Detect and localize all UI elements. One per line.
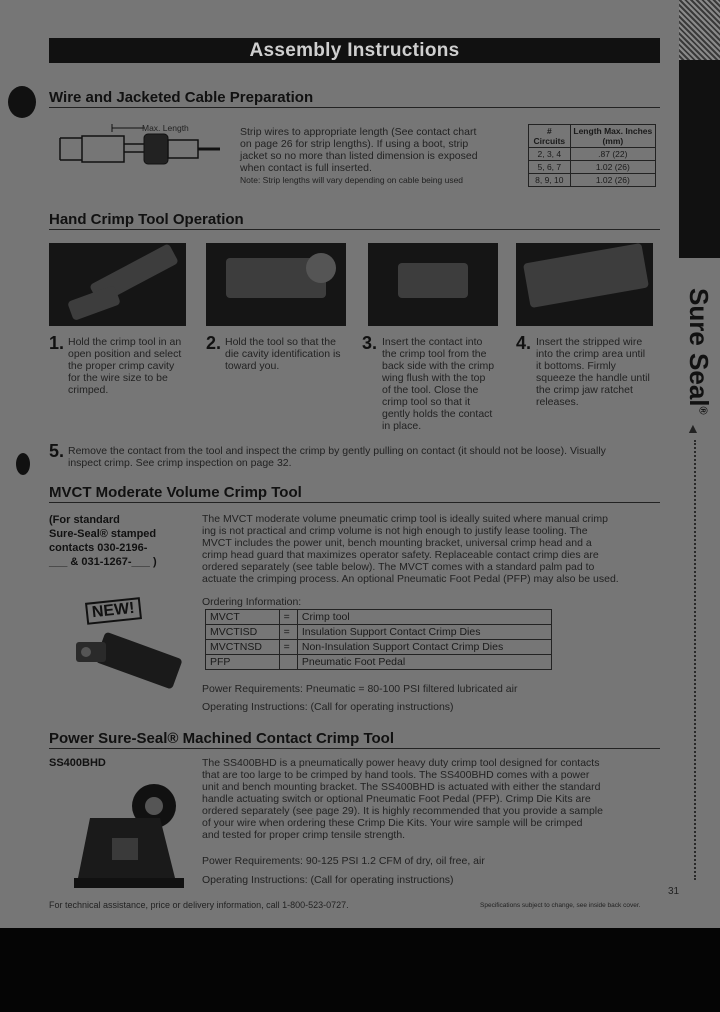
table-header: # Circuits <box>529 125 571 148</box>
ss400bhd-tool-illustration <box>70 778 190 896</box>
binder-hole <box>8 86 36 118</box>
cable-prep-body: Strip wires to appropriate length (See contact chart on page 26 for strip lengths). If using a boot, strip jacket so no more than listed dimension is exposed when contact is full inserted. Note: Strip lengths will vary depending on cable being used <box>240 126 520 185</box>
step-1-text: Hold the crimp tool in an open position and select the proper crimp cavity for the wire size to be crimped. <box>68 336 182 396</box>
binder-hole <box>16 453 30 475</box>
mvct-side-note: (For standard Sure-Seal® stamped contacts 030-2196- ___ & 031-1267-___ ) <box>49 514 157 568</box>
table-header: Length Max. Inches (mm) <box>570 125 655 148</box>
brand-tab-label: Sure Seal® <box>684 288 714 415</box>
mvct-operating-instructions: Operating Instructions: (Call for operating instructions) <box>202 701 454 713</box>
section-heading-cable-prep: Wire and Jacketed Cable Preparation <box>49 89 660 108</box>
diagram-max-length-label: Max. Length <box>142 123 189 133</box>
step-number: 3. <box>362 333 378 353</box>
table-row: 8, 9, 10 1.02 (26) <box>529 174 656 187</box>
mvct-power-requirements: Power Requirements: Pneumatic = 80-100 PSI filtered lubricated air <box>202 683 518 695</box>
scan-bottom-edge <box>0 928 720 1012</box>
page-title: Assembly Instructions <box>49 38 660 63</box>
table-row: MVCT = Crimp tool <box>206 610 552 625</box>
table-row: MVCTISD = Insulation Support Contact Crimp Dies <box>206 625 552 640</box>
circuit-length-table <box>528 124 656 187</box>
section-heading-power-sure-seal: Power Sure-Seal® Machined Contact Crimp Tool <box>49 730 660 749</box>
ss400bhd-label: SS400BHD <box>49 757 106 769</box>
table-row: PFP Pneumatic Foot Pedal <box>206 655 552 670</box>
step-number: 4. <box>516 333 532 353</box>
step-photo-1 <box>49 243 186 326</box>
step-5-text: Remove the contact from the tool and inspect the crimp by gently pulling on contact (it should not be loose). Visually inspect crimp. See crimp inspection on page 32. <box>68 445 606 469</box>
ordering-table <box>205 609 552 670</box>
table-row: MVCTNSD = Non-Insulation Support Contact Crimp Dies <box>206 640 552 655</box>
table-row: 5, 6, 7 1.02 (26) <box>529 161 656 174</box>
ss400bhd-operating-instructions: Operating Instructions: (Call for operating instructions) <box>202 874 454 886</box>
dotted-rail <box>694 440 696 880</box>
strip-length-note: Note: Strip lengths will vary depending on cable being used <box>240 175 464 185</box>
section-heading-hand-crimp: Hand Crimp Tool Operation <box>49 211 660 230</box>
step-2-text: Hold the tool so that the die cavity identification is toward you. <box>225 336 341 372</box>
section-heading-mvct: MVCT Moderate Volume Crimp Tool <box>49 484 660 503</box>
page-number: 31 <box>668 886 680 897</box>
step-number: 1. <box>49 333 65 353</box>
step-number: 5. <box>49 441 65 461</box>
ss400bhd-power-requirements: Power Requirements: 90-125 PSI 1.2 CFM of dry, oil free, air <box>202 855 485 867</box>
step-photo-3 <box>368 243 498 326</box>
ss400bhd-body: The SS400BHD is a pneumatically power heavy duty crimp tool designed for contacts that are too large to be crimped by hand tools. The SS400BHD comes with a power unit and bench mounting bracket. The SS400BHD is actuated with either the standard handle actuating switch or optional Pneumatic Foot Pedal (PFP). Crimp Die Kits are ordered separately (see page 29). It is highly recommended that you provide a sample of your wire when ordering these Crimp Die Kits. Your wire sample will be crimped and tested for proper crimp tensile strength. <box>202 757 603 841</box>
new-badge: NEW! <box>85 597 142 625</box>
side-tab-texture <box>679 0 720 60</box>
ordering-title: Ordering Information: <box>202 596 302 608</box>
table-row: 2, 3, 4 .87 (22) <box>529 148 656 161</box>
footer-contact: For technical assistance, price or delivery information, call 1-800-523-0727. <box>49 900 349 910</box>
step-photo-2 <box>206 243 346 326</box>
footer-disclaimer: Specifications subject to change, see inside back cover. <box>480 902 641 909</box>
step-photo-4 <box>516 243 653 326</box>
step-4-text: Insert the stripped wire into the crimp area until it bottoms. Firmly squeeze the handle until the crimp jaw ratchet releases. <box>536 336 650 408</box>
step-number: 2. <box>206 333 222 353</box>
step-3-text: Insert the contact into the crimp tool from the back side with the crimp wing flush with the top of the tool. Close the crimp tool so that it gently holds the contact in place. <box>382 336 495 432</box>
mvct-tool-illustration <box>70 630 190 705</box>
mvct-body: The MVCT moderate volume pneumatic crimp tool is ideally suited where manual crimp ing is not practical and crimp volume is not high enough to justify lease tooling. The MVCT includes the power unit, bench mounting bracket, universal crimp head and a crimp head guard that maximizes operator safety. Replaceable contact crimp dies are ordered separately (see table below). The MVCT comes with a standard palm pad to actuate the crimping process. An optional Pneumatic Foot Pedal (PFP) may also be used. <box>202 513 619 585</box>
rail-arrow-icon: ▲ <box>686 420 700 436</box>
